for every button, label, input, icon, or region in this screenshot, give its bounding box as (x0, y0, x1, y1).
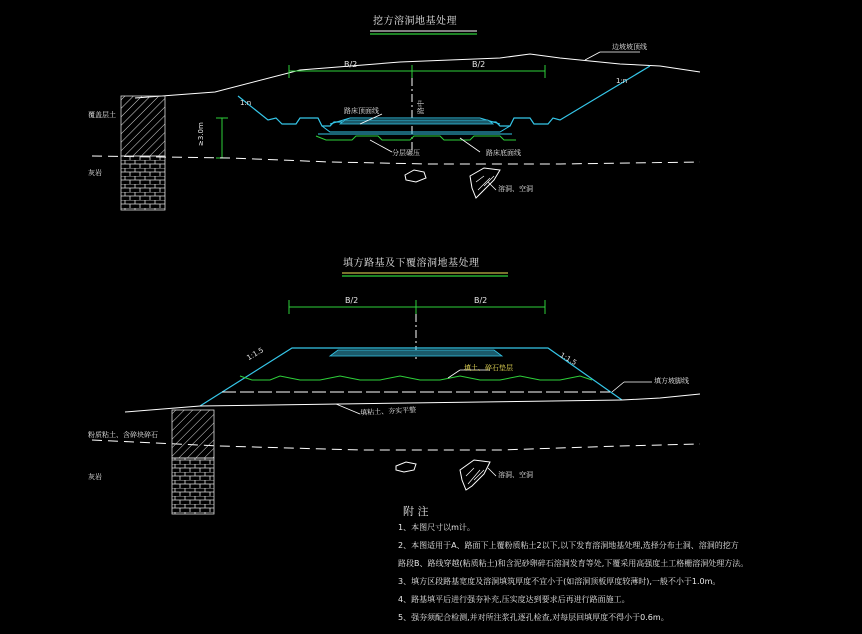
section1-dimension (289, 65, 545, 78)
section1-green-layer (316, 136, 516, 140)
notes-item-4: 4、路基填平后进行强夯补充,压实度达到要求后再进行路面施工。 (398, 595, 630, 604)
section1-label-subgrade: 路床底面线 (486, 149, 521, 157)
section2-label-fill: 填土、碎石垫层 (464, 364, 513, 372)
section1-cave-small (405, 170, 426, 182)
section2-borehole-soil (172, 410, 214, 458)
section2-green-layers (240, 376, 592, 380)
section2-title-underline (342, 273, 508, 276)
notes-item-2: 2、本图适用于A、路面下上覆粉质粘土2以下,以下发育溶洞地基处理,选择分布土洞、溶洞的挖方 (398, 541, 739, 550)
notes-heading: 附 注 (403, 505, 429, 518)
section1-depth-marker (216, 118, 228, 158)
section1-label-edge: 边坡坡顶线 (612, 43, 647, 51)
notes-item-1: 1、本图尺寸以m计。 (398, 523, 475, 532)
section1-ground-line (135, 54, 700, 98)
section2-cave-large (460, 460, 490, 490)
section1-slope-left: 1:n (240, 99, 252, 107)
section2-base (200, 400, 622, 406)
section2-label-cave: 溶洞、空洞 (498, 471, 533, 479)
section1-dim-left: B/2 (344, 60, 358, 69)
notes-item-3: 3、填方区段路基宽度及溶洞填筑厚度不宜小于(如溶洞顶板厚度较薄时),一般不小于1.0m。 (398, 577, 721, 586)
section1-borehole-soil (121, 96, 165, 156)
section2-label-toe: 填方坡脚线 (654, 377, 689, 385)
section2-borehole-rock (172, 458, 214, 514)
section1-title-underline (370, 31, 477, 34)
section1-dashed-line (92, 156, 700, 164)
section2-slope-right: 1:1.5 (558, 351, 579, 368)
section1-center: 路中 (417, 100, 425, 114)
notes-item-5: 5、强夯须配合检测,并对所注浆孔逐孔检查,对每层回填厚度不得小于0.6m。 (398, 613, 669, 622)
section1-depth: ≥3.0m (197, 122, 205, 146)
section1-title: 挖方溶洞地基处理 (373, 16, 457, 27)
section1-pavement (340, 120, 493, 124)
section1-label-road-line: 路床顶面线 (344, 107, 379, 115)
section2-pavement (330, 350, 502, 356)
section2-leaders (336, 370, 652, 476)
section2-slope-left: 1:1.5 (245, 346, 266, 363)
section1-slope-right: 1:n (616, 77, 628, 85)
section2-label-clay: 填粘土、夯实平整 (359, 406, 417, 417)
section2-label-soil: 粉质粘土、含碎块碎石 (88, 431, 158, 439)
section1-label-cave: 溶洞、空洞 (498, 185, 533, 193)
section2-label-rock: 灰岩 (88, 473, 102, 481)
section2-title: 填方路基及下覆溶洞地基处理 (343, 258, 480, 269)
section1-label-soil: 覆盖层土 (88, 111, 116, 119)
notes-item-2-cont: 路段B、路线穿越(粘质粘土)和含泥砂卵碎石溶洞发育等处,下覆采用高强度土工格栅溶洞处理方法。 (398, 559, 749, 568)
section1-label-layer: 分层碾压 (392, 149, 420, 157)
section2-dimension (289, 300, 545, 314)
section1-dim-right: B/2 (472, 60, 486, 69)
section2-dim-left: B/2 (345, 296, 359, 305)
section1-borehole-rock (121, 156, 165, 210)
section1-label-rock: 灰岩 (88, 169, 102, 177)
section2-dim-right: B/2 (474, 296, 488, 305)
section1-cut-slope (238, 66, 650, 126)
section2-cave-small (396, 462, 416, 472)
